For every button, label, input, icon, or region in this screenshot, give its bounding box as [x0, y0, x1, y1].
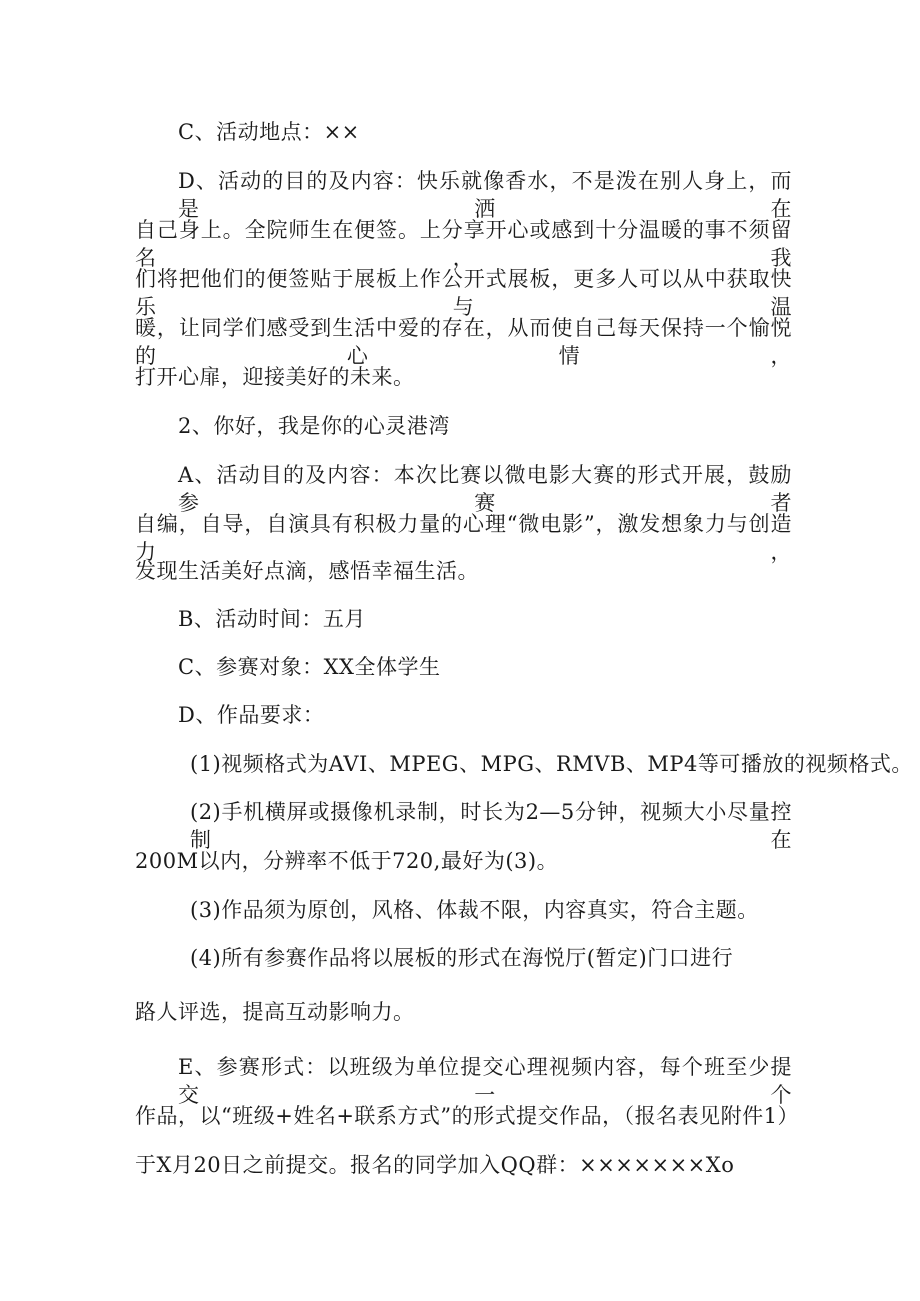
- text-line-req-2a: (2)手机横屏或摄像机录制，时长为2—5分钟，视频大小尽量控制在: [190, 800, 792, 852]
- text-line-requirements: D、作品要求：: [178, 703, 325, 727]
- text-line-purpose-2: 自己身上。全院师生在便签。上分享开心或感到十分温暖的事不须留名，我: [135, 218, 792, 270]
- text-line-participants: C、参赛对象：XX全体学生: [178, 655, 441, 679]
- text-line-a-2: 自编，自导，自演具有积极力量的心理“微电影”，激发想象力与创造力，: [135, 512, 792, 564]
- text-line-e-1: E、参赛形式：以班级为单位提交心理视频内容，每个班至少提交一个: [178, 1055, 792, 1107]
- text-line-a-1: A、活动目的及内容：本次比赛以微电影大赛的形式开展，鼓励参赛者: [178, 463, 792, 515]
- text-line-req-4a: (4)所有参赛作品将以展板的形式在海悦厅(暂定)门口进行: [190, 946, 734, 970]
- text-line-purpose-1: D、活动的目的及内容：快乐就像香水，不是泼在别人身上，而是洒在: [178, 169, 792, 221]
- text-line-req-4b: 路人评选，提高互动影响力。: [135, 1000, 415, 1024]
- text-line-req-1: (1)视频格式为AVI、MPEG、MPG、RMVB、MP4等可播放的视频格式。: [190, 752, 913, 776]
- text-line-purpose-4: 暖，让同学们感受到生活中爱的存在，从而使自己每天保持一个愉悦的心情，: [135, 316, 792, 368]
- text-line-req-3: (3)作品须为原创，风格、体裁不限，内容真实，符合主题。: [190, 898, 759, 922]
- text-line-time: B、活动时间：五月: [178, 607, 366, 631]
- text-line-req-2b: 200M以内，分辨率不低于720,最好为(3)。: [135, 849, 559, 873]
- text-line-e-2: 作品，以“班级+姓名+联系方式”的形式提交作品，（报名表见附件1）: [135, 1104, 800, 1128]
- text-line-a-3: 发现生活美好点滴，感悟幸福生活。: [135, 559, 479, 583]
- text-line-purpose-3: 们将把他们的便签贴于展板上作公开式展板，更多人可以从中获取快乐与温: [135, 267, 792, 319]
- text-line-e-3: 于X月20日之前提交。报名的同学加入QQ群：×××××××Xo: [135, 1153, 735, 1177]
- text-line-purpose-5: 打开心扉，迎接美好的未来。: [135, 365, 415, 389]
- text-line-venue: C、活动地点：××: [178, 120, 360, 144]
- section-heading-2: 2、你好，我是你的心灵港湾: [178, 414, 450, 438]
